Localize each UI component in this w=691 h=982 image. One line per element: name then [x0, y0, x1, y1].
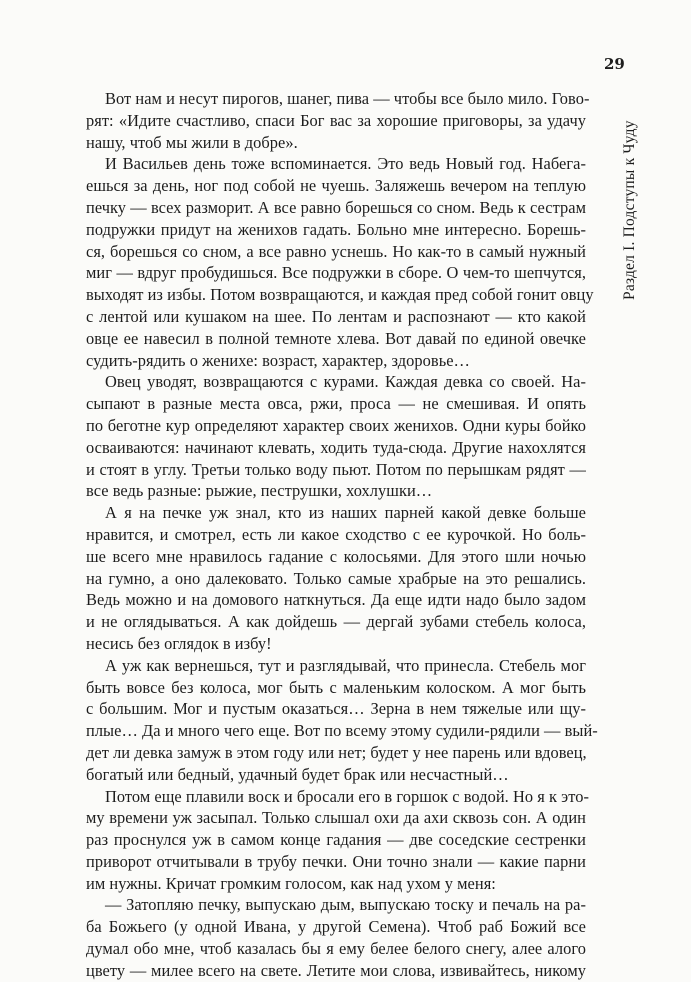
- text-line: ся, борешься со сном, а все равно уснешь. Но как-то в самый нужный: [86, 241, 586, 261]
- text-line: Ведь можно и на домового наткнуться. Да еще идти надо было задом: [86, 590, 586, 610]
- page-number: 29: [604, 55, 625, 73]
- text-line: — Затопляю печку, выпускаю дым, выпускаю тоску и печаль на ра-: [105, 895, 586, 915]
- text-line: ше всего мне нравилось гадание с колосьями. Для этого шли ночью: [86, 546, 586, 566]
- text-line: сыпают в разные места овса, ржи, проса — не смешивая. И опять: [86, 394, 586, 414]
- text-line: миг — вдруг пробудишься. Все подружки в сборе. О чем-то шепчутся,: [86, 263, 586, 283]
- text-line: несись без оглядок в избу!: [86, 633, 272, 653]
- text-line: Потом еще плавили воск и бросали его в горшок с водой. Но я к это-: [105, 786, 589, 806]
- text-line: нашу, чтоб мы жили в добре».: [86, 132, 298, 152]
- running-head: [623, 88, 643, 303]
- text-line: печку — всех разморит. А все равно борешься со сном. Ведь к сестрам: [86, 197, 586, 217]
- text-line: думал обо мне, чтоб казалась бы я ему белее белого снегу, алее алого: [86, 939, 586, 959]
- text-line: с большим. Мог и пустым оказаться… Зерна в нем тяжелые или щу-: [86, 699, 586, 719]
- text-line: приворот отчитывали в трубу печки. Они точно знали — какие парни: [86, 851, 586, 871]
- text-line: цвету — милее всего на свете. Летите мои слова, извивайтесь, никому: [86, 960, 586, 980]
- body-text: [86, 88, 598, 982]
- text-line: Овец уводят, возвращаются с курами. Каждая девка со своей. На-: [105, 372, 586, 392]
- text-line: А я на печке уж знал, кто из наших парней какой девке больше: [105, 503, 586, 523]
- text-line: ешься за день, ног под собой не чуешь. Заляжешь вечером на теплую: [86, 176, 586, 196]
- text-line: раз проснулся уж в самом конце гадания — две соседские сестренки: [86, 830, 586, 850]
- text-line: рят: «Идите счастливо, спаси Бог вас за хорошие приговоры, за удачу: [86, 110, 586, 130]
- text-line: му времени уж засыпал. Только слышал охи да ахи сквозь сон. А один: [86, 808, 586, 828]
- text-line: ба Божьего (у одной Ивана, у другой Семена). Чтоб раб Божий все: [86, 917, 586, 937]
- text-line: подружки придут на женихов гадать. Больно мне интересно. Борешь-: [86, 219, 586, 239]
- text-line: судить-рядить о женихе: возраст, характер, здоровье…: [86, 350, 470, 370]
- text-line: осваиваются: начинают клевать, ходить туда-сюда. Другие нахохлятся: [86, 437, 586, 457]
- text-line: быть вовсе без колоса, мог быть с маленьким колоском. А мог быть: [86, 677, 586, 697]
- text-line: на гумно, а оно далековато. Только самые храбрые на это решались.: [86, 568, 586, 588]
- text-line: нравится, и смотрел, есть ли какое сходство с ее курочкой. Но боль-: [86, 524, 586, 544]
- text-line: плые… Да и много чего еще. Вот по всему этому судили-рядили — вый-: [86, 721, 598, 741]
- text-line: выходят из избы. Потом возвращаются, и каждая пред собой гонит овцу: [86, 285, 594, 305]
- text-line: А уж как вернешься, тут и разглядывай, что принесла. Стебель мог: [105, 655, 586, 675]
- text-line: им нужны. Кричат громким голосом, как над ухом у меня:: [86, 873, 496, 893]
- text-line: дет ли девка замуж в этом году или нет; будет у нее парень или вдовец,: [86, 742, 587, 762]
- running-head-text: Раздел I. Подступы к Чуду: [621, 120, 638, 300]
- text-line: овце ее навесил в полной темноте хлева. Вот давай по единой овечке: [86, 328, 586, 348]
- text-line: и стоят в углу. Третьи только воду пьют. Потом по перышкам рядят —: [86, 459, 586, 479]
- text-line: И Васильев день тоже вспоминается. Это ведь Новый год. Набега-: [105, 154, 586, 174]
- text-line: с лентой или кушаком на шее. По лентам и распознают — кто какой: [86, 306, 586, 326]
- text-line: Вот нам и несут пирогов, шанег, пива — чтобы все было мило. Гово-: [105, 89, 590, 108]
- text-line: и не оглядываться. А как дойдешь — дергай зубами стебель колоса,: [86, 612, 586, 632]
- text-line: по беготне кур определяют характер своих женихов. Одни куры бойко: [86, 415, 586, 435]
- text-line: все ведь разные: рыжие, пеструшки, хохлушки…: [86, 481, 433, 501]
- text-line: богатый или бедный, удачный будет брак или несчастный…: [86, 764, 509, 784]
